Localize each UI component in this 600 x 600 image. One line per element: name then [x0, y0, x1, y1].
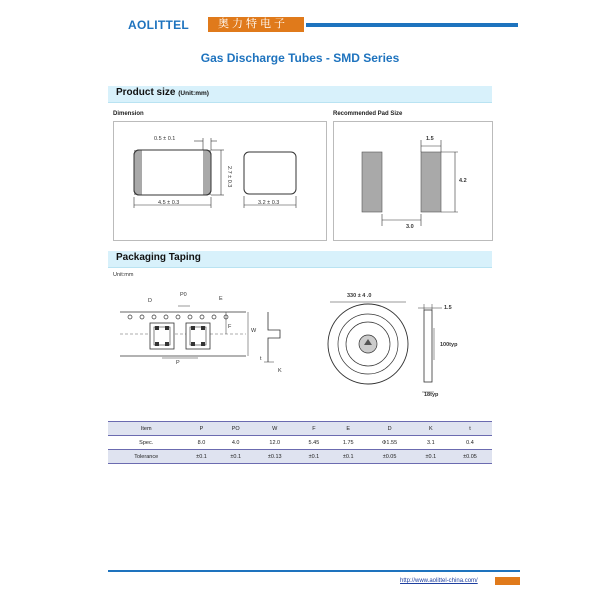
pad-svg	[334, 122, 492, 240]
table-cell: ±0.05	[448, 450, 492, 464]
footer-accent	[495, 577, 520, 585]
product-size-heading: Product size	[116, 87, 176, 98]
pad-left	[362, 152, 382, 212]
tape-label-f: F	[228, 324, 232, 330]
pad-height-dimension: 4.2	[459, 178, 467, 184]
tape-label-e: E	[219, 296, 223, 302]
pad-drawing	[333, 121, 493, 241]
tape-drawing	[118, 290, 298, 380]
reel-svg	[318, 288, 498, 406]
table-cell: 8.0	[184, 436, 218, 450]
tape-label-w: W	[251, 328, 257, 334]
pad-right	[421, 152, 441, 212]
tape-label-t: t	[260, 356, 262, 362]
footer-rule	[108, 570, 520, 572]
document-title: Gas Discharge Tubes - SMD Series	[200, 51, 400, 65]
packaging-heading: Packaging Taping	[116, 252, 201, 263]
table-cell: 5.45	[297, 436, 331, 450]
tape-label-p: P	[176, 360, 180, 366]
table-header-cell: PO	[219, 422, 253, 436]
table-cell: ±0.13	[253, 450, 297, 464]
table-header-cell: P	[184, 422, 218, 436]
spec-table	[108, 421, 492, 464]
tape-label-p0: P0	[180, 292, 187, 298]
tape-cross-section	[268, 312, 280, 362]
table-cell: ±0.1	[414, 450, 448, 464]
table-cell: 3.1	[414, 436, 448, 450]
table-header-row	[108, 422, 492, 436]
width-dimension: 3.2 ± 0.3	[258, 200, 280, 206]
table-cell: ±0.1	[297, 450, 331, 464]
table-cell: 0.4	[448, 436, 492, 450]
table-header-cell: t	[448, 422, 492, 436]
tape-label-d: D	[148, 298, 152, 304]
table-cell: Φ1.55	[365, 436, 413, 450]
component-end-view	[244, 152, 296, 194]
table-cell: Spec.	[108, 436, 184, 450]
reel-side-dim: 18typ	[424, 392, 439, 398]
end-cap-left	[134, 150, 142, 195]
table-row	[108, 450, 492, 464]
pad-width-dimension: 1.5	[426, 136, 434, 142]
header-rule	[306, 23, 518, 27]
length-dimension: 4.5 ± 0.3	[158, 200, 180, 206]
tape-label-k: K	[278, 368, 282, 374]
height-dimension: 2.7 ± 0.3	[226, 166, 232, 188]
dimension-svg	[114, 122, 326, 240]
reel-side-profile	[424, 310, 432, 382]
table-cell: Tolerance	[108, 450, 184, 464]
dimension-label: Dimension	[113, 111, 144, 117]
table-cell: 12.0	[253, 436, 297, 450]
section-packaging-taping	[108, 251, 492, 268]
table-header-cell: E	[331, 422, 365, 436]
section-product-size	[108, 86, 492, 103]
reel-width: 1.5	[444, 305, 452, 311]
table-header-cell: Item	[108, 422, 184, 436]
section-heading	[116, 87, 209, 98]
reel-drawing	[318, 288, 498, 406]
table-cell: ±0.1	[184, 450, 218, 464]
cap-dimension: 0.5 ± 0.1	[154, 136, 176, 142]
table-cell: 4.0	[219, 436, 253, 450]
table-header-cell: D	[365, 422, 413, 436]
dimension-drawing	[113, 121, 327, 241]
component-body	[134, 150, 211, 195]
pad-spacing-dimension: 3.0	[406, 224, 414, 230]
footer-url-link[interactable]: http://www.aolittel-china.com/	[400, 578, 478, 584]
brand-cn-banner: 奥力特电子	[208, 17, 304, 32]
tape-svg	[118, 290, 298, 380]
brand-logo: AOLITTEL	[128, 18, 190, 32]
table-header-cell: K	[414, 422, 448, 436]
table-cell: 1.75	[331, 436, 365, 450]
table-header-cell: F	[297, 422, 331, 436]
reel-hub-dim: 100typ	[440, 342, 458, 348]
table-cell: ±0.1	[331, 450, 365, 464]
table-cell: ±0.05	[365, 450, 413, 464]
packaging-unit: Unit:mm	[113, 272, 134, 278]
product-size-unit: (Unit:mm)	[178, 90, 209, 97]
table-cell: ±0.1	[219, 450, 253, 464]
pad-label: Recommended Pad Size	[333, 111, 403, 117]
table-header-cell: W	[253, 422, 297, 436]
end-cap-right	[203, 150, 211, 195]
table-row	[108, 436, 492, 450]
reel-diameter: 330 ± 4 .0	[347, 293, 372, 299]
